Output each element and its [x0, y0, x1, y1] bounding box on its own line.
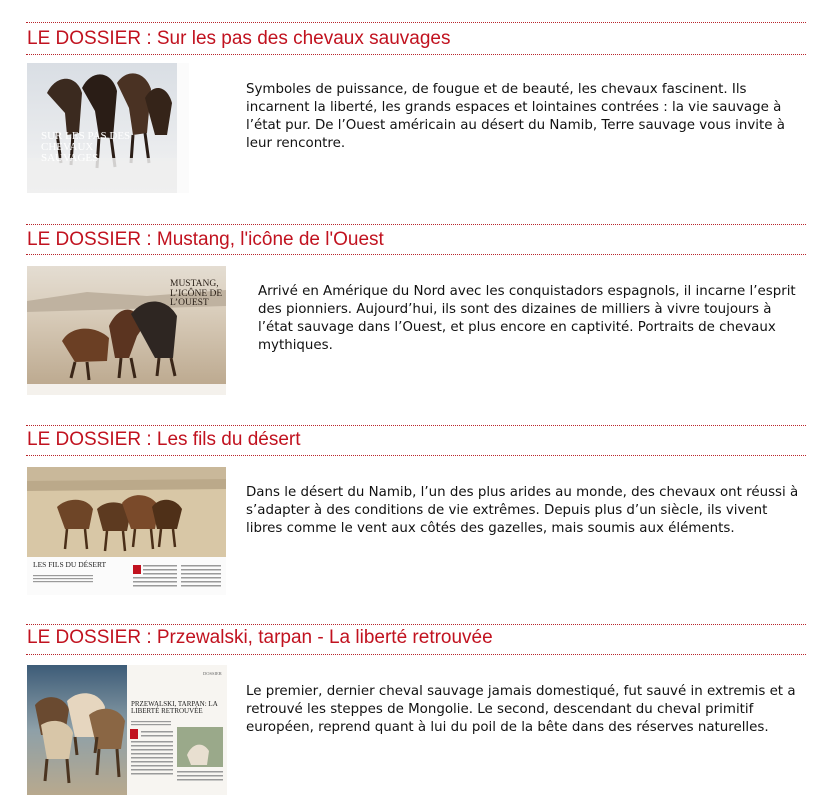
- bottom-rule: [26, 54, 806, 55]
- thumbnail-tag: DOSSIER: [203, 671, 222, 676]
- article-title[interactable]: LE DOSSIER : Mustang, l'icône de l'Ouest: [27, 229, 384, 250]
- article-summary: Symboles de puissance, de fougue et de beauté, les chevaux fascinent. Ils incarnent la liberté, les grands espaces et lointaines contrées : la vie sauvage à l’état pur. De l’Ouest américain au désert du Namib, Terre sauvage vous invite à leur rencontre.: [246, 82, 785, 151]
- bottom-rule: [26, 654, 806, 655]
- article-3: [26, 425, 806, 605]
- article-4: [26, 624, 806, 810]
- article-summary: Dans le désert du Namib, l’un des plus arides au monde, des chevaux ont réussi à s’adapter à des conditions de vie extrêmes. Depuis plus d’un siècle, ils vivent libres comme le vent aux côtés des gazelles, mais soumis aux éléments.: [246, 485, 799, 536]
- article-summary: Arrivé en Amérique du Nord avec les conquistadors espagnols, il incarne l’esprit des pionniers. Aujourd’hui, ils sont des dizaines de milliers à vivre toujours à l’état sauvage dans l’Ouest, et plus encore en captivité. Portraits de chevaux mythiques.: [258, 284, 796, 353]
- magazine-spread-image: [27, 63, 189, 193]
- magazine-spread-image: [27, 665, 227, 795]
- thumbnail-heading: PRZEWALSKI, TARPAN: LA LIBERTÉ RETROUVÉE: [131, 700, 218, 715]
- article-thumbnail[interactable]: [27, 63, 189, 193]
- article-1: [26, 22, 806, 202]
- magazine-spread-image: [27, 467, 226, 595]
- article-summary: Le premier, dernier cheval sauvage jamais domestiqué, fut sauvé in extremis et a retrouvé les steppes de Mongolie. Le second, descendant du cheval primitif européen, reprend quant à lui du poil de la bête dans des réserves naturelles.: [246, 684, 796, 735]
- thumbnail-heading: LES FILS DU DÉSERT: [33, 560, 107, 569]
- top-rule: [26, 224, 806, 225]
- article-title[interactable]: LE DOSSIER : Les fils du désert: [27, 429, 301, 450]
- top-rule: [26, 624, 806, 625]
- thumbnail-caption: [149, 147, 185, 152]
- bottom-rule: [26, 455, 806, 456]
- article-2: [26, 224, 806, 404]
- article-title[interactable]: LE DOSSIER : Przewalski, tarpan - La liberté retrouvée: [27, 627, 493, 648]
- top-rule: [26, 22, 806, 23]
- article-thumbnail[interactable]: [27, 467, 226, 595]
- thumbnail-heading: SUR LES PAS DES CHEVAUX SAUVAGES: [41, 130, 131, 164]
- article-title[interactable]: LE DOSSIER : Sur les pas des chevaux sauvages: [27, 28, 451, 49]
- bottom-rule: [26, 254, 806, 255]
- thumbnail-heading: MUSTANG, L’ICÔNE DE L’OUEST: [170, 279, 223, 308]
- article-thumbnail[interactable]: [27, 665, 227, 795]
- article-thumbnail[interactable]: [27, 266, 226, 395]
- top-rule: [26, 425, 806, 426]
